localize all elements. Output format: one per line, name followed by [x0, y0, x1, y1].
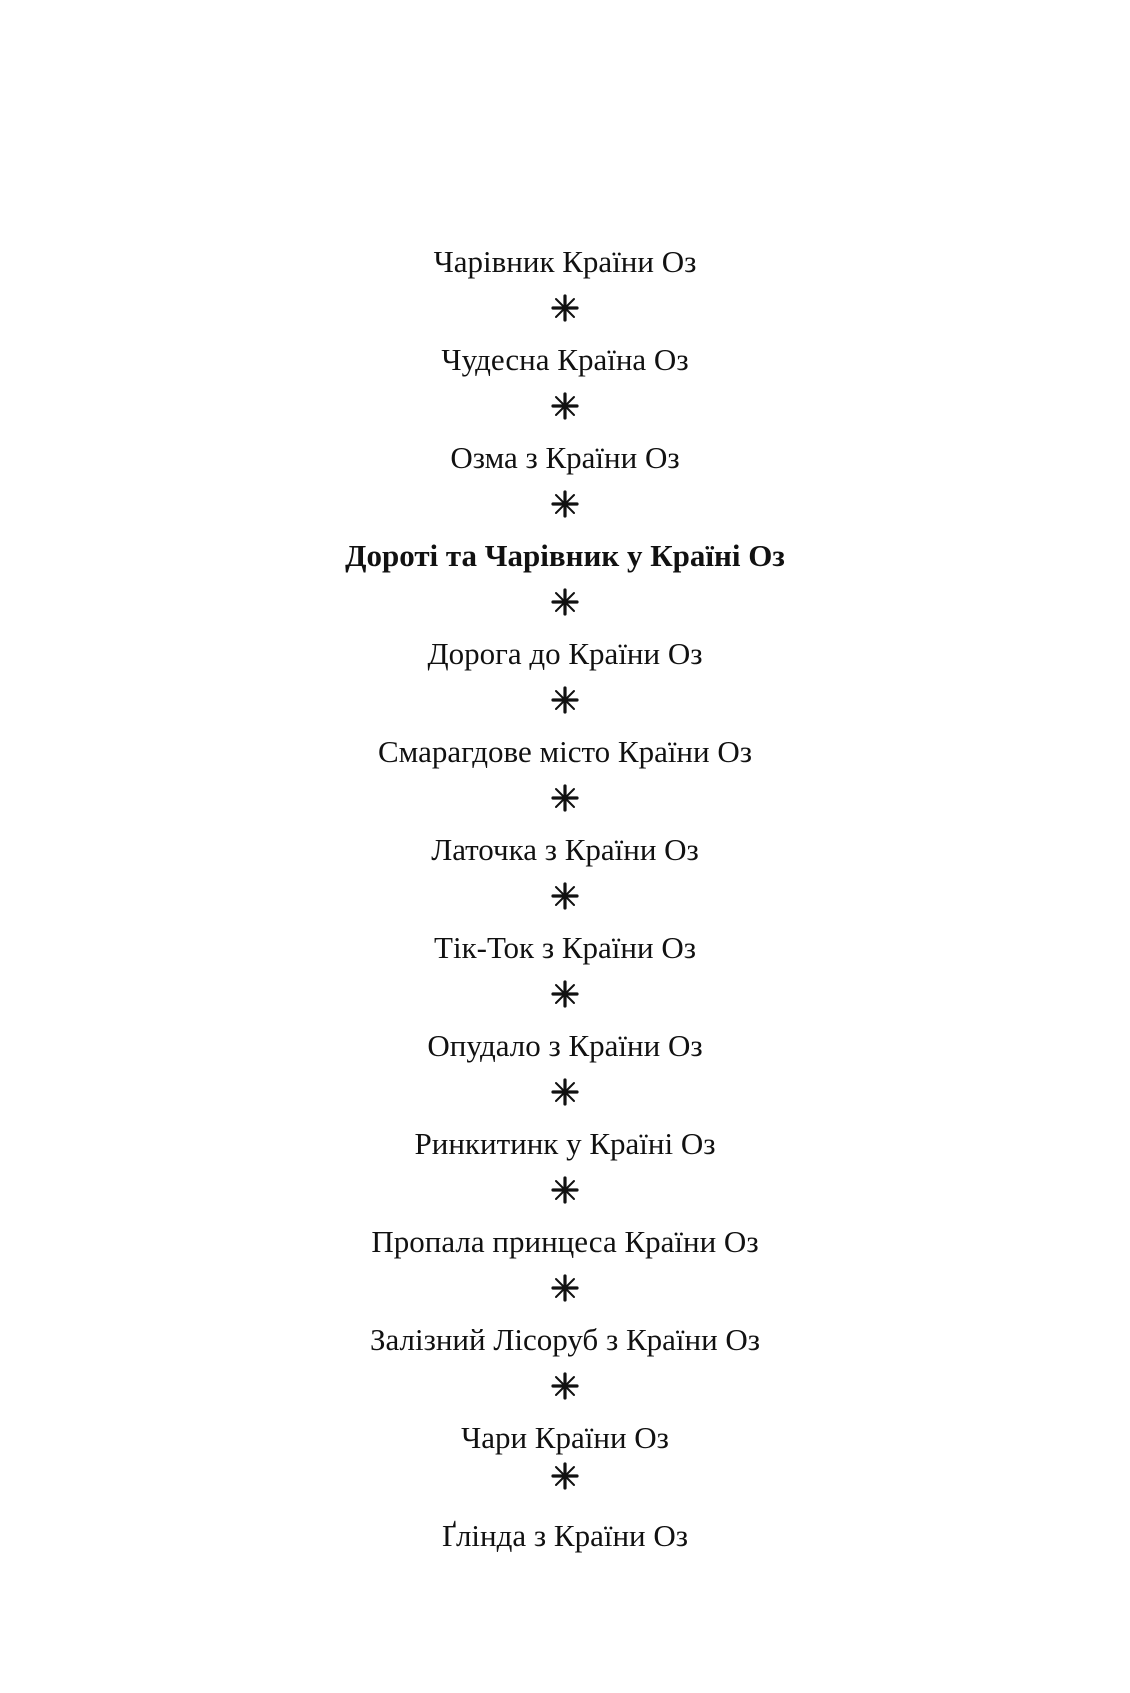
eight-pointed-star-icon: [551, 882, 579, 910]
book-title: Опудало з Країни Оз: [427, 1028, 703, 1063]
list-item: [0, 630, 1130, 728]
eight-pointed-star-icon: [551, 1274, 579, 1302]
book-title: Озма з Країни Оз: [450, 440, 680, 475]
eight-pointed-star-icon: [551, 490, 579, 518]
eight-pointed-star-icon: [551, 980, 579, 1008]
book-series-list: [0, 238, 1130, 1600]
list-item: [0, 1414, 1130, 1512]
list-item: [0, 532, 1130, 630]
list-item: [0, 924, 1130, 1022]
book-title-current: Дороті та Чарівник у Країні Оз: [345, 538, 785, 573]
eight-pointed-star-icon: [551, 588, 579, 616]
book-title: Пропала принцеса Країни Оз: [371, 1224, 759, 1259]
eight-pointed-star-icon: [551, 392, 579, 420]
book-title: Чудесна Країна Оз: [441, 342, 689, 377]
list-item: [0, 1316, 1130, 1414]
list-item: [0, 1218, 1130, 1316]
list-item: [0, 826, 1130, 924]
eight-pointed-star-icon: [551, 686, 579, 714]
book-title: Чарівник Країни Оз: [433, 244, 697, 279]
list-item: [0, 238, 1130, 336]
list-item: [0, 336, 1130, 434]
list-item: [0, 1512, 1130, 1600]
book-title: Латочка з Країни Оз: [431, 832, 699, 867]
list-item: [0, 1022, 1130, 1120]
eight-pointed-star-icon: [551, 294, 579, 322]
eight-pointed-star-icon: [551, 1078, 579, 1106]
list-item: [0, 434, 1130, 532]
book-title: Ринкитинк у Країні Оз: [414, 1126, 716, 1161]
book-title: Тік-Ток з Країни Оз: [434, 930, 696, 965]
book-title: Дорога до Країни Оз: [427, 636, 703, 671]
book-title: Залізний Лісоруб з Країни Оз: [369, 1322, 761, 1357]
book-title: Смарагдове місто Країни Оз: [378, 734, 752, 769]
book-title: Ґлінда з Країни Оз: [441, 1518, 689, 1553]
eight-pointed-star-icon: [551, 784, 579, 812]
list-item: [0, 1120, 1130, 1218]
list-item: [0, 728, 1130, 826]
eight-pointed-star-icon: [551, 1462, 579, 1490]
book-title: Чари Країни Оз: [461, 1420, 669, 1455]
eight-pointed-star-icon: [551, 1372, 579, 1400]
eight-pointed-star-icon: [551, 1176, 579, 1204]
